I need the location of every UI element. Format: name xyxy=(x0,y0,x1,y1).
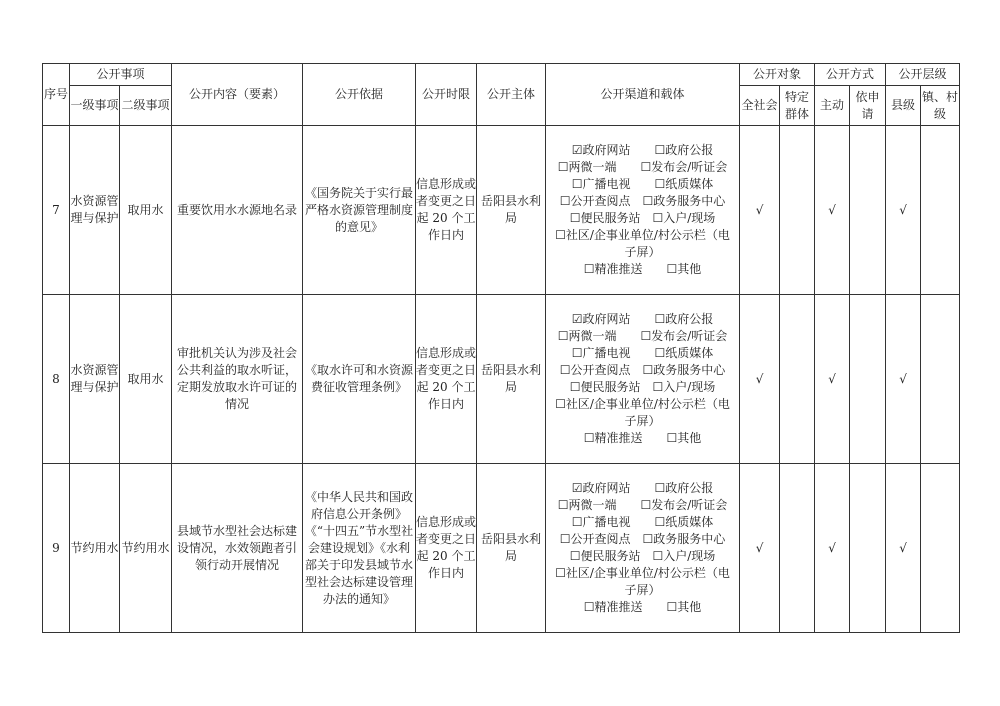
header-content: 公开内容（要素） xyxy=(172,64,303,126)
header-level2: 二级事项 xyxy=(120,86,172,126)
header-level-town: 镇、村级 xyxy=(921,86,960,126)
row-method-active: √ xyxy=(815,464,850,633)
row-subject: 岳阳县水利局 xyxy=(477,464,546,633)
channel-line: ☐公开查阅点 ☐政务服务中心 xyxy=(559,532,726,546)
row-level-town xyxy=(921,295,960,464)
channel-line: ☐广播电视 ☐纸质媒体 xyxy=(571,515,714,529)
header-subject: 公开主体 xyxy=(477,64,546,126)
row-level2: 节约用水 xyxy=(120,464,172,633)
row-level-town xyxy=(921,464,960,633)
row-level-county: √ xyxy=(886,464,921,633)
header-target: 公开对象 xyxy=(740,64,815,86)
row-method-active: √ xyxy=(815,295,850,464)
channel-line: ☐精准推送 ☐其他 xyxy=(583,431,702,445)
channel-line: ☐精准推送 ☐其他 xyxy=(583,600,702,614)
channel-line: 子屏） xyxy=(624,245,661,259)
header-method: 公开方式 xyxy=(815,64,886,86)
row-target-specific xyxy=(780,126,815,295)
row-seq: 9 xyxy=(43,464,70,633)
row-level-town xyxy=(921,126,960,295)
channel-line: ☑政府网站 ☐政府公报 xyxy=(571,143,714,157)
header-level-county: 县级 xyxy=(886,86,921,126)
channel-line: ☐公开查阅点 ☐政务服务中心 xyxy=(559,363,726,377)
row-content: 审批机关认为涉及社会公共利益的取水听证，定期发放取水许可证的情况 xyxy=(172,295,303,464)
channel-line: ☐两微一端 ☐发布会/听证会 xyxy=(557,160,728,174)
row-level2: 取用水 xyxy=(120,295,172,464)
channel-line: ☐便民服务站 ☐入户/现场 xyxy=(569,380,716,394)
row-subject: 岳阳县水利局 xyxy=(477,126,546,295)
channel-line: ☐广播电视 ☐纸质媒体 xyxy=(571,177,714,191)
header-seq: 序号 xyxy=(43,64,70,126)
row-level-county: √ xyxy=(886,295,921,464)
header-method-request: 依申请 xyxy=(850,86,886,126)
channel-line: ☐两微一端 ☐发布会/听证会 xyxy=(557,498,728,512)
row-basis: 《中华人民共和国政府信息公开条例》《“十四五”节水型社会建设规划》《水利部关于印发县域节水型社会达标建设管理办法的通知》 xyxy=(303,464,416,633)
channel-line: 子屏） xyxy=(624,414,661,428)
header-target-specific: 特定群体 xyxy=(780,86,815,126)
row-channel xyxy=(546,126,740,295)
header-basis: 公开依据 xyxy=(303,64,416,126)
row-basis: 《国务院关于实行最严格水资源管理制度的意见》 xyxy=(303,126,416,295)
header-method-active: 主动 xyxy=(815,86,850,126)
row-basis: 《取水许可和水资源费征收管理条例》 xyxy=(303,295,416,464)
row-target-all: √ xyxy=(740,464,780,633)
header-target-all: 全社会 xyxy=(740,86,780,126)
header-time-limit: 公开时限 xyxy=(416,64,477,126)
row-seq: 7 xyxy=(43,126,70,295)
disclosure-table xyxy=(42,63,960,633)
row-target-all: √ xyxy=(740,295,780,464)
row-target-all: √ xyxy=(740,126,780,295)
channel-line: ☐便民服务站 ☐入户/现场 xyxy=(569,211,716,225)
row-level2: 取用水 xyxy=(120,126,172,295)
channel-line: ☐两微一端 ☐发布会/听证会 xyxy=(557,329,728,343)
row-time-limit: 信息形成或者变更之日起 20 个工作日内 xyxy=(416,295,477,464)
row-seq: 8 xyxy=(43,295,70,464)
table-row xyxy=(43,464,960,633)
channel-line: ☐社区/企事业单位/村公示栏（电 xyxy=(555,566,730,580)
header-level: 公开层级 xyxy=(886,64,960,86)
row-level1: 节约用水 xyxy=(70,464,120,633)
row-content: 县域节水型社会达标建设情况，水效领跑者引领行动开展情况 xyxy=(172,464,303,633)
row-level1: 水资源管理与保护 xyxy=(70,126,120,295)
row-target-specific xyxy=(780,295,815,464)
channel-line: ☐社区/企事业单位/村公示栏（电 xyxy=(555,397,730,411)
header-matters: 公开事项 xyxy=(70,64,172,86)
row-target-specific xyxy=(780,464,815,633)
row-method-request xyxy=(850,126,886,295)
header-level1: 一级事项 xyxy=(70,86,120,126)
row-content: 重要饮用水水源地名录 xyxy=(172,126,303,295)
row-channel xyxy=(546,295,740,464)
row-time-limit: 信息形成或者变更之日起 20 个工作日内 xyxy=(416,126,477,295)
channel-line: ☑政府网站 ☐政府公报 xyxy=(571,312,714,326)
channel-line: ☐便民服务站 ☐入户/现场 xyxy=(569,549,716,563)
row-channel xyxy=(546,464,740,633)
channel-line: ☐社区/企事业单位/村公示栏（电 xyxy=(555,228,730,242)
channel-line: ☐广播电视 ☐纸质媒体 xyxy=(571,346,714,360)
table-row xyxy=(43,126,960,295)
row-time-limit: 信息形成或者变更之日起 20 个工作日内 xyxy=(416,464,477,633)
channel-line: 子屏） xyxy=(624,583,661,597)
table-row xyxy=(43,295,960,464)
row-method-request xyxy=(850,295,886,464)
row-subject: 岳阳县水利局 xyxy=(477,295,546,464)
header-channel: 公开渠道和载体 xyxy=(546,64,740,126)
row-method-request xyxy=(850,464,886,633)
channel-line: ☐公开查阅点 ☐政务服务中心 xyxy=(559,194,726,208)
header-row-1 xyxy=(43,64,960,86)
row-level1: 水资源管理与保护 xyxy=(70,295,120,464)
row-level-county: √ xyxy=(886,126,921,295)
channel-line: ☐精准推送 ☐其他 xyxy=(583,262,702,276)
row-method-active: √ xyxy=(815,126,850,295)
channel-line: ☑政府网站 ☐政府公报 xyxy=(571,481,714,495)
